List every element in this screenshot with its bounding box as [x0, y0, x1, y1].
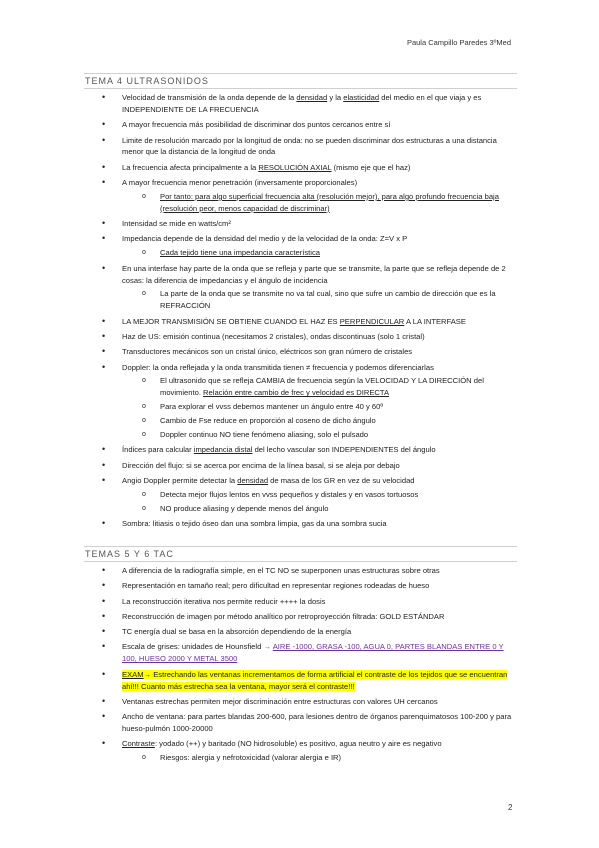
list-item: • La reconstrucción iterativa nos permite reducir ++++ la dosis [84, 596, 516, 608]
list-item: • Impedancia depende de la densidad del medio y de la velocidad de la onda: Z=V x P o Cada tejido tiene una impedancia característica [84, 233, 516, 259]
ultrasonidos-list [84, 92, 516, 533]
list-item: • Doppler: la onda reflejada y la onda transmitida tienen ≠ frecuencia y podemos diferenciarlas o El ultrasonido que se refleja CAMBIA de frecuencia según la VELOCIDAD Y LA DIRECCIÓN del movimiento. Relación entre cambio de frec y velocidad es DIRECTA o Para explorar el vvss debemos mantener un ángulo entre 40 y 60º o Cambio de Fse reduce en proporción al coseno de dicho ángulo o Doppler continuo NO tiene fenómeno aliasing, solo el pulsado [84, 362, 516, 441]
list-item: • Intensidad se mide en watts/cm² [84, 218, 516, 230]
header-author: Paula Campillo Paredes 3ºMed [406, 38, 511, 47]
list-item: • Reconstrucción de imagen por método analítico por retroproyección filtrada: GOLD ESTÁNDAR [84, 611, 516, 623]
list-item: • Limite de resolución marcado por la longitud de onda: no se pueden discriminar dos estructuras a una distancia menor que la distancia de la longitud de onda [84, 135, 516, 159]
list-item: • Ancho de ventana: para partes blandas 200-600, para lesiones dentro de órganos parenquimatosos 100-200 y para hueso-pulmón 1000-20000 [84, 711, 516, 735]
list-item-highlighted: • EXAM→ Estrechando las ventanas incrementamos de forma artificial el contraste de los tejidos que se encuentran ahí!!! Cuanto más estrecha sea la ventana, mayor será el contraste!!! [84, 669, 516, 693]
list-item: • Contraste: yodado (++) y baritado (NO hidrosoluble) es positivo, agua neutro y aire es negativo o Riesgos: alergia y nefrotoxicidad (valorar alergia e IR) [84, 738, 516, 764]
sub-list-item: o La parte de la onda que se transmite no va tal cual, sino que sufre un cambio de dirección que es la REFRACCIÓN [122, 288, 516, 312]
page-number: 2 [508, 803, 513, 812]
list-item: • Índices para calcular impedancia distal del lecho vascular son INDEPENDIENTES del ángulo [84, 444, 516, 456]
list-item: • Transductores mecánicos son un cristal único, eléctricos son gran número de cristales [84, 346, 516, 358]
list-item: • A mayor frecuencia más posibilidad de discriminar dos puntos cercanos entre sí [84, 119, 516, 131]
section-title-tac: TEMAS 5 Y 6 TAC [84, 546, 517, 562]
sub-list-item: o Riesgos: alergia y nefrotoxicidad (valorar alergia e IR) [122, 752, 516, 764]
sub-list-item: o Detecta mejor flujos lentos en vvss pequeños y distales y en vasos tortuosos [122, 489, 516, 501]
list-item: • Angio Doppler permite detectar la densidad de masa de los GR en vez de su velocidad o Detecta mejor flujos lentos en vvss pequeños y distales y en vasos tortuosos o NO produce aliasing y depende menos del ángulo [84, 475, 516, 515]
list-item: • A diferencia de la radiografía simple, en el TC NO se superponen unas estructuras sobre otras [84, 565, 516, 577]
sub-list-item: o Doppler continuo NO tiene fenómeno aliasing, solo el pulsado [122, 429, 516, 441]
list-item: • A mayor frecuencia menor penetración (inversamente proporcionales) o Por tanto: para algo superficial frecuencia alta (resolución mejor), para algo profundo frecuencia baja (resolución peor, menos capacidad de discriminar) [84, 177, 516, 215]
list-item: • La frecuencia afecta principalmente a la RESOLUCIÓN AXIAL (mismo eje que el haz) [84, 162, 516, 174]
sub-list-item: o Por tanto: para algo superficial frecuencia alta (resolución mejor), para algo profundo frecuencia baja (resolución peor, menos capacidad de discriminar) [122, 191, 516, 215]
list-item: • Dirección del flujo: si se acerca por encima de la línea basal, si se aleja por debajo [84, 460, 516, 472]
list-item: • Ventanas estrechas permiten mejor discriminación entre estructuras con valores UH cercanos [84, 696, 516, 708]
sub-list-item: o Cambio de Fse reduce en proporción al coseno de dicho ángulo [122, 415, 516, 427]
sub-list-item: o Para explorar el vvss debemos mantener un ángulo entre 40 y 60º [122, 401, 516, 413]
list-item: • Escala de grises: unidades de Hounsfield → AIRE -1000, GRASA -100, AGUA 0, PARTES BLANDAS ENTRE 0 Y 100, HUESO 2000 Y METAL 3500 [84, 641, 516, 665]
list-item: • Representación en tamaño real; pero dificultad en representar regiones rodeadas de hueso [84, 580, 516, 592]
list-item: • TC energía dual se basa en la absorción dependiendo de la energía [84, 626, 516, 638]
sub-list-item: o NO produce aliasing y depende menos del ángulo [122, 503, 516, 515]
sub-list-item: o El ultrasonido que se refleja CAMBIA de frecuencia según la VELOCIDAD Y LA DIRECCIÓN del movimiento. Relación entre cambio de frec y velocidad es DIRECTA [122, 375, 516, 399]
sub-list-item: o Cada tejido tiene una impedancia característica [122, 247, 516, 259]
list-item: • En una interfase hay parte de la onda que se refleja y parte que se transmite, la parte que se refleja depende de 2 cosas: la diferencia de impedancias y el ángulo de incidencia o La parte de la onda que se transmite no va tal cual, sino que sufre un cambio de dirección que es la REFRACCIÓN [84, 263, 516, 313]
list-item: • Haz de US: emisión continua (necesitamos 2 cristales), ondas discontinuas (solo 1 cristal) [84, 331, 516, 343]
tac-list [84, 565, 516, 768]
list-item: • Velocidad de transmisión de la onda depende de la densidad y la elasticidad del medio en el que viaja y es INDEPENDIENTE DE LA FRECUENCIA [84, 92, 516, 116]
list-item: • LA MEJOR TRANSMISIÓN SE OBTIENE CUANDO EL HAZ ES PERPENDICULAR A LA INTERFASE [84, 316, 516, 328]
section-title-ultrasonidos: TEMA 4 ULTRASONIDOS [84, 73, 517, 89]
list-item: • Sombra: litiasis o tejido óseo dan una sombra limpia, gas da una sombra sucia [84, 518, 516, 530]
